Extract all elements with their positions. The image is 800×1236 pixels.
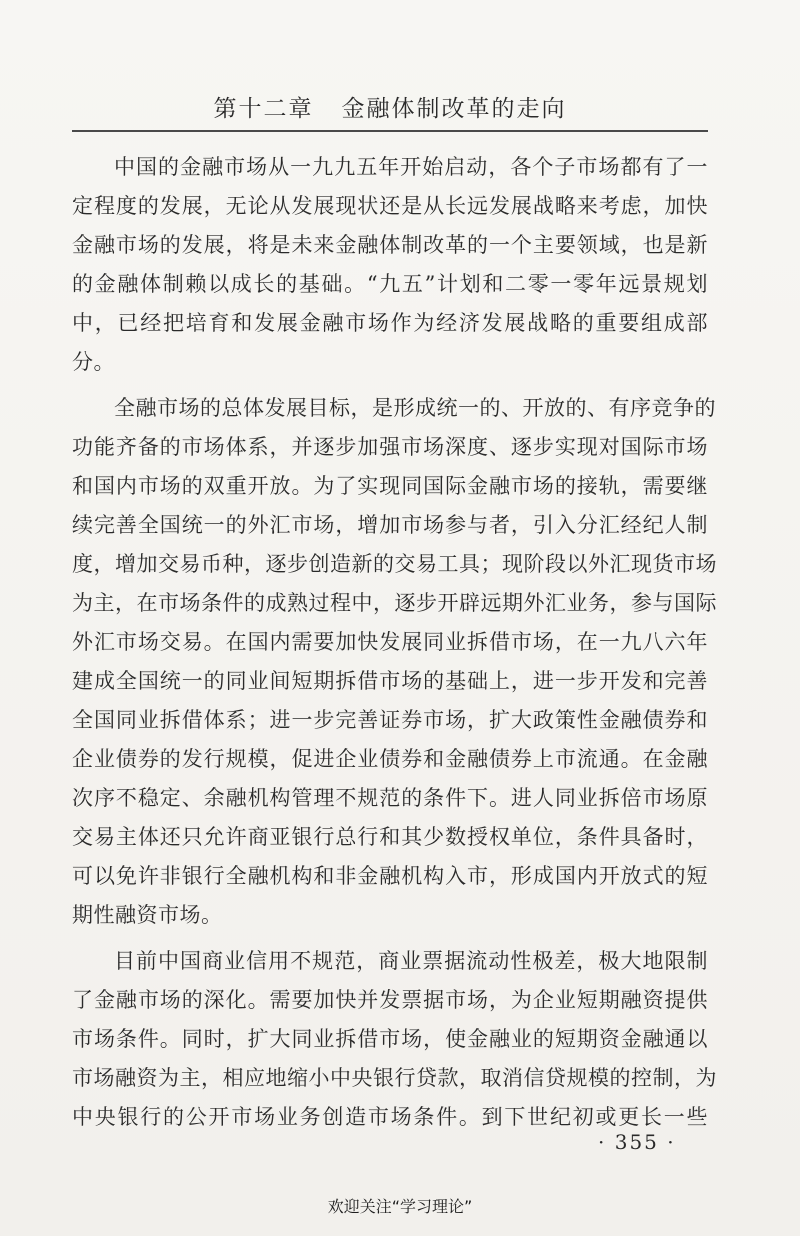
text-line: 外汇市场交易。在国内需要加快发展同业拆借市场，在一九八六年 bbox=[72, 630, 708, 654]
text-line: 期性融资市场。 bbox=[72, 903, 223, 927]
text-line: 分。 bbox=[72, 350, 115, 374]
text-line: 中，已经把培育和发展金融市场作为经济发展战略的重要组成部 bbox=[72, 311, 708, 335]
text-line: 全国同业拆借体系；进一步完善证券市场，扩大政策性金融债券和 bbox=[72, 708, 708, 732]
text-line: 为主，在市场条件的成熟过程中，逐步开辟远期外汇业务，参与国际 bbox=[72, 591, 717, 615]
text-line: 可以免许非银行全融机构和非金融机构入市，形成国内开放式的短 bbox=[72, 864, 708, 888]
chapter-header bbox=[72, 86, 708, 132]
chapter-title: 第十二章 金融体制改革的走向 bbox=[213, 96, 567, 122]
text-line: 了金融市场的深化。需要加快并发票据市场，为企业短期融资提供 bbox=[72, 988, 708, 1012]
text-line: 和国内市场的双重开放。为了实现同国际金融市场的接轨，需要继 bbox=[72, 474, 708, 498]
text-line: 的金融体制赖以成长的基础。“九五”计划和二零一零年远景规划 bbox=[72, 272, 708, 296]
text-line: 度，增加交易币种，逐步创造新的交易工具；现阶段以外汇现货市场 bbox=[72, 552, 717, 576]
footer-note: 欢迎关注“学习理论” bbox=[327, 1197, 473, 1216]
text-line: 目前中国商业信用不规范，商业票据流动性极差，极大地限制 bbox=[114, 949, 708, 973]
page-number: · 355 · bbox=[598, 1130, 676, 1154]
text-line: 中央银行的公开市场业务创造市场条件。到下世纪初或更长一些 bbox=[72, 1105, 708, 1129]
text-line: 全融市场的总体发展目标，是形成统一的、开放的、有序竞争的 bbox=[114, 396, 716, 420]
text-line: 建成全国统一的同业间短期拆借市场的基础上，进一步开发和完善 bbox=[72, 669, 708, 693]
text-line: 企业债券的发行规模，促进企业债券和金融债券上市流通。在金融 bbox=[72, 747, 708, 771]
text-line: 中国的金融市场从一九九五年开始启动，各个子市场都有了一 bbox=[114, 155, 708, 179]
paragraph-2 bbox=[72, 389, 717, 935]
paragraph-1 bbox=[72, 148, 708, 382]
text-line: 续完善全国统一的外汇市场，增加市场参与者，引入分汇经纪人制 bbox=[72, 513, 708, 537]
text-line: 金融市场的发展，将是未来金融体制改革的一个主要领域，也是新 bbox=[72, 233, 708, 257]
page-body bbox=[72, 148, 717, 1144]
text-line: 市场条件。同时，扩大同业拆借市场，使金融业的短期资金融通以 bbox=[72, 1027, 708, 1051]
text-line: 市场融资为主，相应地缩小中央银行贷款，取消信贷规模的控制，为 bbox=[72, 1066, 717, 1090]
text-line: 次序不稳定、余融机构管理不规范的条件下。进人同业拆倍市场原 bbox=[72, 786, 708, 810]
text-line: 定程度的发展，无论从发展现状还是从长远发展战略来考虑，加快 bbox=[72, 194, 708, 218]
text-line: 交易主体还只允许商亚银行总行和其少数授权单位，条件具备时， bbox=[72, 825, 708, 849]
text-line: 功能齐备的市场体系，并逐步加强市场深度、逐步实现对国际市场 bbox=[72, 435, 708, 459]
paragraph-3 bbox=[72, 942, 717, 1137]
